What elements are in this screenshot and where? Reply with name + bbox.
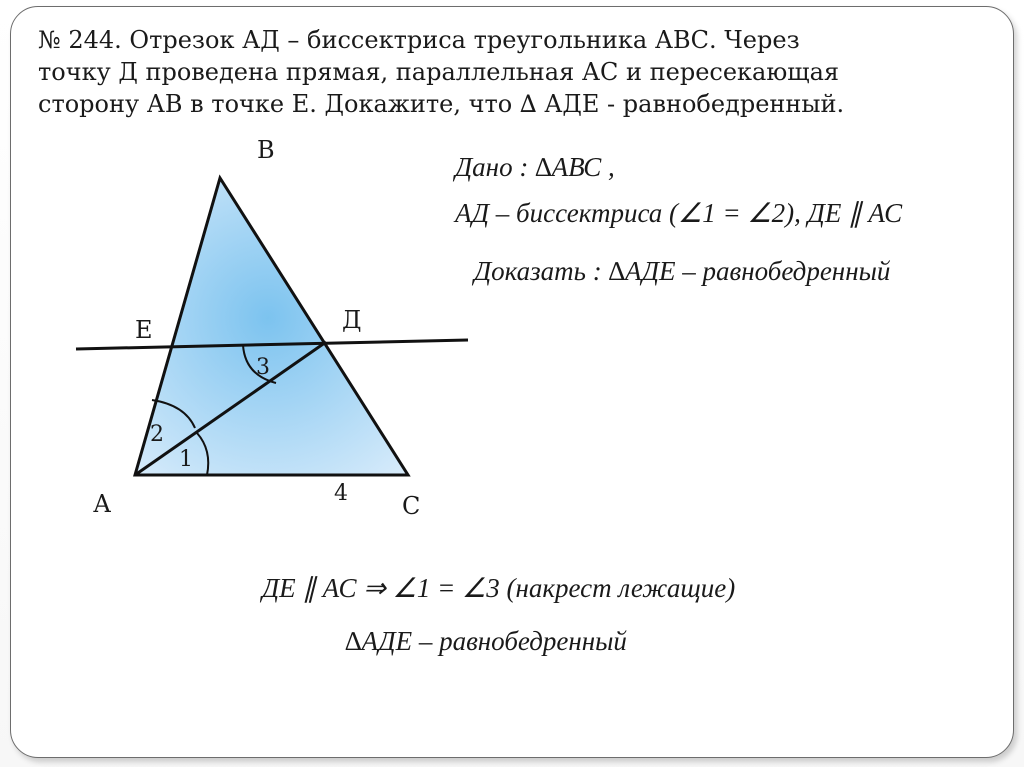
problem-line-1: № 244. Отрезок АД – биссектриса треугольника АВС. Через <box>38 26 800 54</box>
angle-label-2: 2 <box>150 422 164 447</box>
angle-label-3: 3 <box>256 355 270 380</box>
triangle-abc <box>135 178 408 475</box>
given-line-1: Дано : ∆АВС , <box>455 152 615 182</box>
vertex-label-b: В <box>257 136 275 164</box>
given-line-2: АД – биссектриса (∠1 = ∠2), ДЕ ∥ АС <box>455 198 903 228</box>
vertex-label-e: Е <box>135 316 153 344</box>
problem-line-2: точку Д проведена прямая, параллельная АС и пересекающая <box>38 58 840 86</box>
prove-statement: Доказать : ∆АДЕ – равнобедренный <box>474 256 891 286</box>
solution-line-2: ∆АДЕ – равнобедренный <box>345 626 627 656</box>
vertex-label-c: С <box>402 492 421 520</box>
problem-line-3: сторону АВ в точке Е. Докажите, что ∆ АДЕ - равнобедренный. <box>38 90 845 118</box>
vertex-label-a: А <box>93 490 112 518</box>
angle-label-4: 4 <box>334 481 348 506</box>
angle-label-1: 1 <box>179 447 193 472</box>
vertex-label-d: Д <box>342 306 362 334</box>
solution-line-1: ДЕ ∥ АС ⇒ ∠1 = ∠3 (накрест лежащие) <box>262 573 736 603</box>
